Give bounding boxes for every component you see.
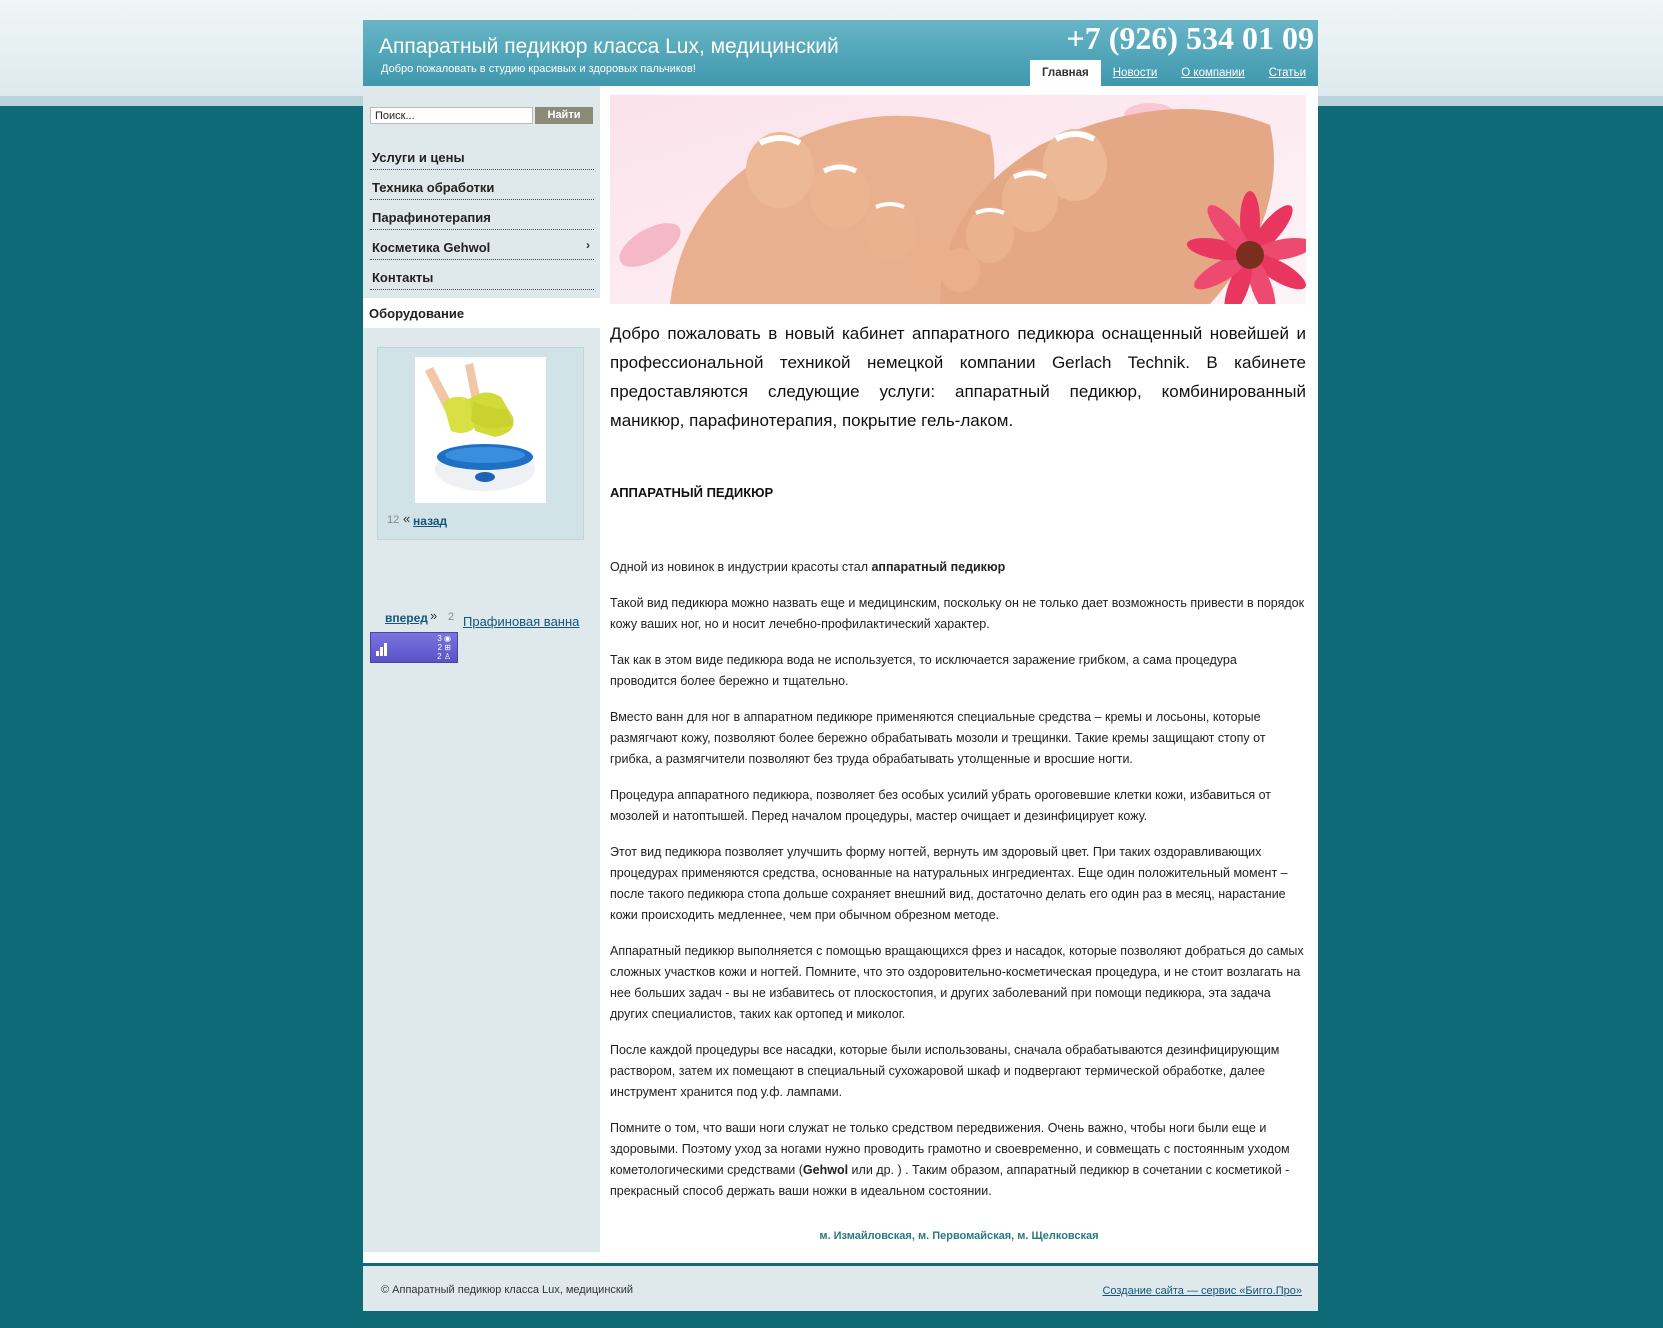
gallery-next-link[interactable]: вперед xyxy=(385,611,428,625)
menu-item-label: Косметика Gehwol xyxy=(372,240,491,255)
menu-item-label: Контакты xyxy=(372,270,434,285)
article-paragraph: После каждой процедуры все насадки, которые были использованы, сначала обрабатываются дезинфицирующим раствором, затем их помещают в специальный сухожаровой шкаф и подвергают термической обработке, далее инструмент хранится под у.ф. лампами. xyxy=(610,1043,1280,1099)
menu-item-label: Техника обработки xyxy=(372,180,495,195)
stats-bars-icon xyxy=(376,642,388,656)
counter-views: 3 ◉ xyxy=(437,634,451,643)
site-header xyxy=(363,20,1318,86)
counter-values xyxy=(437,634,451,661)
menu-item-label: Парафинотерапия xyxy=(372,210,491,225)
gallery-prev-count: 12 xyxy=(387,514,400,526)
phone-number: +7 (926) 534 01 09 xyxy=(1066,20,1314,56)
counter-visits: 2 ⊞ xyxy=(437,643,451,652)
main-content xyxy=(600,86,1318,1252)
site-footer xyxy=(363,1263,1318,1311)
closing-paragraph: Помните о том, что ваши ноги служат не только средством передвижения. Очень важно, чтобы ноги были еще и здоровыми. Поэтому уход за ногами нужно проводить грамотно и своевременно, и совмещать с постоянным уходом кометологическими средствами (Gehwol или др. ) . Таким образом, аппаратный педикюр в сочетании с косметикой - прекрасный способ держать ваши ножки в идеальном состоянии. xyxy=(610,1121,1290,1198)
feet-banner-image xyxy=(610,95,1306,304)
top-navigation xyxy=(1030,60,1318,86)
article-paragraph: Аппаратный педикюр выполняется с помощью вращающихся фрез и насадок, которые позволяют добраться до самых сложных участков кожи и ногтей. Помните, что это оздоровительно-косметическая процедура, и не стоит возлагать на нее больших задач - вы не избавитесь от плоскостопия, и других заболеваний при помощи педикюра, эта задача других специалистов, таких как ортопед и миколог. xyxy=(610,944,1304,1021)
equipment-title: Оборудование xyxy=(369,306,465,321)
site-builder-link[interactable]: Создание сайта — сервис «Бигго.Про» xyxy=(1102,1285,1302,1297)
lead-paragraph: Одной из новинок в индустрии красоты стал аппаратный педикюр xyxy=(610,560,1006,574)
equipment-gallery xyxy=(377,347,584,540)
menu-item-paraffin[interactable] xyxy=(370,200,594,230)
nav-item-articles[interactable]: Статьи xyxy=(1268,67,1306,79)
counter-visitors: 2 ♙ xyxy=(437,652,451,661)
metro-stations: м. Измайловская, м. Первомайская, м. Щелковская xyxy=(819,1230,1099,1242)
search-input[interactable] xyxy=(370,107,533,124)
sidebar xyxy=(363,86,600,1252)
nav-item-news[interactable]: Новости xyxy=(1112,67,1158,79)
menu-item-label: Услуги и цены xyxy=(372,150,465,165)
section-heading: АППАРАТНЫЙ ПЕДИКЮР xyxy=(610,485,774,500)
menu-item-contacts[interactable] xyxy=(370,260,594,290)
nav-item-home[interactable]: Главная xyxy=(1030,60,1101,86)
gallery-prev-link[interactable]: назад xyxy=(413,514,448,528)
laquo-icon: « xyxy=(403,511,411,526)
equipment-block xyxy=(363,298,600,328)
article-paragraph: Этот вид педикюра позволяет улучшить форму ногтей, вернуть им здоровый цвет. При таких оздоравливающих процедурах применяются средства, основанные на натуральных ингредиентах. Еще один положительный момент – после такого педикюра стопа дольше сохраняет внешний вид, достаточно делать его один раз в месяц, нарастание кожи происходить медленнее, чем при обычном обрезном методе. xyxy=(610,845,1288,922)
raquo-icon: » xyxy=(430,608,438,623)
site-title[interactable]: Аппаратный педикюр класса Lux, медицинский xyxy=(379,35,839,58)
chevron-right-icon: › xyxy=(586,238,590,252)
menu-item-technique[interactable] xyxy=(370,170,594,200)
side-menu xyxy=(370,140,594,290)
visitor-counter[interactable] xyxy=(370,632,458,663)
article-paragraph: Процедура аппаратного педикюра, позволяет без особых усилий убрать ороговевшие клетки кожи, избавиться от мозолей и натоптышей. Перед началом процедуры, мастер очищает и дезинфицирует кожу. xyxy=(610,788,1272,823)
article-body xyxy=(610,557,1306,1217)
menu-item-services[interactable] xyxy=(370,140,594,170)
paraffin-bath-image[interactable] xyxy=(415,357,546,503)
menu-item-gehwol[interactable] xyxy=(370,230,594,260)
article-paragraph: Так как в этом виде педикюра вода не используется, то исключается заражение грибком, а сама процедура проводится более бережно и тщательно. xyxy=(610,653,1237,688)
article-paragraph: Вместо ванн для ног в аппаратном педикюре применяются специальные средства – кремы и лосьоны, которые размягчают кожу, позволяют более бережно обрабатывать мозоли и трещинки. Такие кремы защищают стопу от грибка, а размягчители позволяют без труда обрабатывать утолщенные и вросшие ногти. xyxy=(610,710,1266,766)
gallery-next-count: 2 xyxy=(448,611,455,623)
site-subtitle: Добро пожаловать в студию красивых и здоровых пальчиков! xyxy=(381,63,696,75)
article-paragraph: Такой вид педикюра можно назвать еще и медицинским, поскольку он не только дает возможность привести в порядок кожу ваших ног, но и носит лечебно-профилактический характер. xyxy=(610,596,1305,631)
page-wrapper xyxy=(363,20,1318,1311)
intro-text: Добро пожаловать в новый кабинет аппаратного педикюра оснащенный новейшей и профессиональной техникой немецкой компании Gerlach Technik. В кабинете предоставляются следующие услуги: аппаратный педикюр, комбинированный маникюр, парафинотерапия, покрытие гель-лаком. xyxy=(610,324,1306,430)
search-button[interactable]: Найти xyxy=(535,107,593,124)
gallery-caption-link[interactable]: Прафиновая ванна xyxy=(463,614,580,629)
nav-item-about[interactable]: О компании xyxy=(1181,67,1245,79)
copyright-text: © Аппаратный педикюр класса Lux, медицинский xyxy=(381,1284,633,1296)
